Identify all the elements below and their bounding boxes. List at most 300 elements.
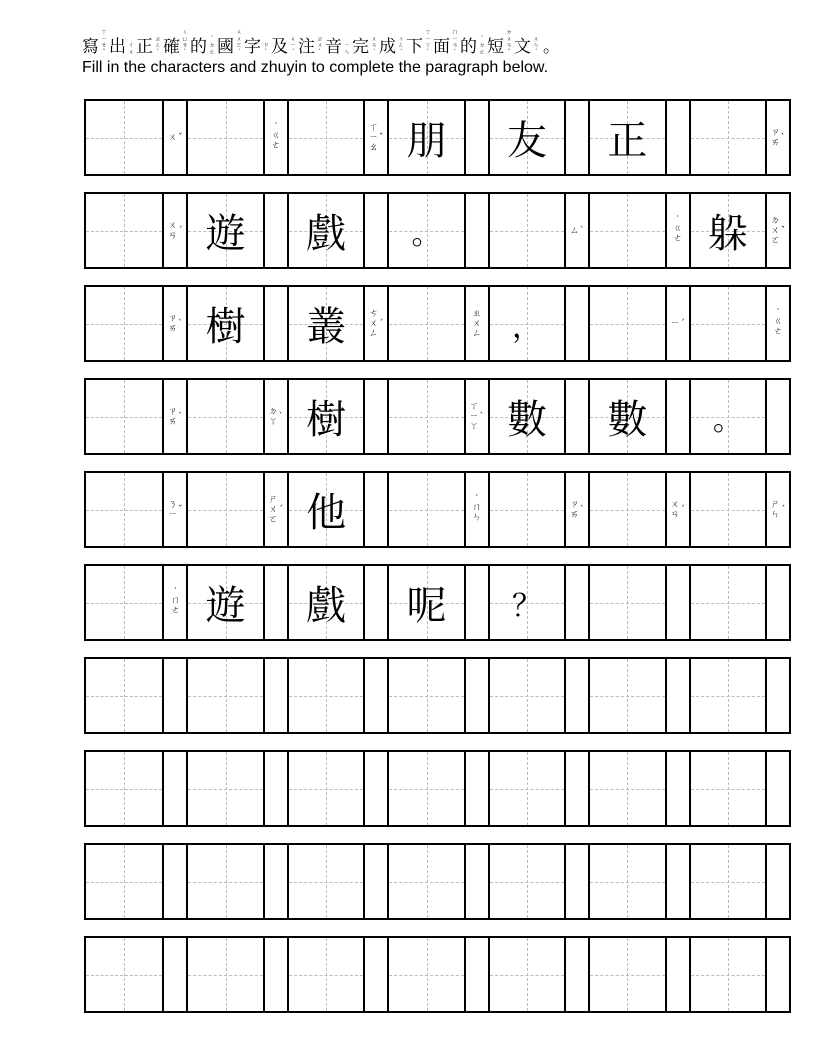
zhuyin-text: ㄨ ˇ <box>168 132 183 143</box>
zhuyin-box[interactable] <box>363 752 387 825</box>
writing-grid <box>84 99 791 1029</box>
cell-pair <box>387 101 487 174</box>
character-box[interactable] <box>490 752 564 825</box>
character-box[interactable] <box>691 101 765 174</box>
zhuyin-box[interactable] <box>765 752 789 825</box>
cell-pair <box>287 752 387 825</box>
zhuyin-box[interactable] <box>765 287 789 360</box>
cell-pair <box>689 473 789 546</box>
zhuyin-box[interactable] <box>665 566 689 639</box>
instruction-hanzi: 短 <box>487 37 504 57</box>
character-text <box>691 938 765 1011</box>
zhuyin-box[interactable] <box>665 473 689 546</box>
cell-pair <box>86 752 186 825</box>
character-text <box>590 194 664 267</box>
grid-row <box>84 657 791 734</box>
instruction-chinese <box>82 22 782 56</box>
zhuyin-box[interactable] <box>263 659 287 732</box>
character-text <box>188 473 262 546</box>
zhuyin-box[interactable] <box>162 287 186 360</box>
zhuyin-box[interactable] <box>665 380 689 453</box>
cell-pair <box>588 101 688 174</box>
character-text <box>188 752 262 825</box>
character-box[interactable] <box>389 938 463 1011</box>
character-box[interactable] <box>86 380 162 453</box>
character-box[interactable] <box>389 380 463 453</box>
cell-pair <box>287 566 387 639</box>
character-box[interactable] <box>389 473 463 546</box>
character-box[interactable] <box>691 752 765 825</box>
zhuyin-box[interactable] <box>564 845 588 918</box>
character-box[interactable] <box>490 659 564 732</box>
character-box[interactable] <box>490 473 564 546</box>
zhuyin-text: ㄒ ㄧ ㄚ ˋ <box>469 401 484 432</box>
cell-pair <box>387 194 487 267</box>
cell-pair <box>488 659 588 732</box>
instruction-english: Fill in the characters and zhuyin to complete the paragraph below. <box>82 59 549 76</box>
character-text: 躲 <box>707 211 748 257</box>
character-text <box>490 659 564 732</box>
zhuyin-box[interactable] <box>564 659 588 732</box>
character-box[interactable] <box>490 566 564 639</box>
character-box[interactable] <box>289 659 363 732</box>
zhuyin-text: ㄘ ㄨ ㄥ ˊ <box>369 308 384 339</box>
cell-pair <box>287 845 387 918</box>
cell-pair <box>186 194 286 267</box>
character-box[interactable] <box>86 473 162 546</box>
character-box[interactable] <box>289 752 363 825</box>
zhuyin-text: ㄗ ㄞ ˋ <box>168 406 183 427</box>
instruction-zhuyin: ㄍ ㄨ ㄛ ˊ <box>235 29 242 56</box>
zhuyin-box[interactable] <box>564 938 588 1011</box>
character-text <box>490 194 564 267</box>
character-text <box>289 752 363 825</box>
character-box[interactable] <box>188 101 262 174</box>
zhuyin-box[interactable] <box>363 380 387 453</box>
character-box[interactable] <box>389 659 463 732</box>
cell-pair <box>186 101 286 174</box>
cell-pair <box>588 287 688 360</box>
character-box[interactable] <box>389 194 463 267</box>
cell-pair <box>488 194 588 267</box>
character-text: 叢 <box>306 304 347 350</box>
cell-pair <box>588 659 688 732</box>
character-box[interactable] <box>188 287 262 360</box>
zhuyin-text: ㄙ ˋ <box>569 225 585 236</box>
instruction-ruby-char <box>82 30 109 56</box>
character-box[interactable] <box>590 938 664 1011</box>
instruction-hanzi: 字 <box>244 37 261 57</box>
cell-pair <box>488 752 588 825</box>
character-text: 數 <box>506 397 547 443</box>
grid-row <box>84 750 791 827</box>
instruction-hanzi: 下 <box>406 37 423 57</box>
instruction-hanzi: 國 <box>217 37 234 57</box>
punctuation-mark: ， <box>511 309 542 345</box>
cell-pair <box>689 938 789 1011</box>
character-box[interactable] <box>490 845 564 918</box>
zhuyin-text: ˙ ㄍ ㄜ <box>673 214 683 244</box>
character-box[interactable] <box>86 659 162 732</box>
instruction-zhuyin: ㄇ ㄧ ㄢ ˋ <box>451 29 458 56</box>
instruction-hanzi: 出 <box>109 37 126 57</box>
character-box[interactable] <box>86 938 162 1011</box>
cell-pair <box>86 938 186 1011</box>
cell-pair <box>588 752 688 825</box>
cell-pair <box>689 287 789 360</box>
cell-pair <box>387 566 487 639</box>
instruction-ruby-char <box>271 37 298 57</box>
character-text <box>490 845 564 918</box>
punctuation-mark: 。 <box>411 216 442 252</box>
character-box[interactable] <box>289 101 363 174</box>
instruction-zhuyin: ㄔ ㄨ <box>127 42 134 56</box>
character-box[interactable] <box>590 752 664 825</box>
instruction-ruby-char <box>217 30 244 56</box>
character-text <box>86 194 162 267</box>
instruction-ruby-char <box>109 39 136 56</box>
instruction-ruby-char <box>406 30 433 56</box>
cell-pair <box>488 287 588 360</box>
cell-pair <box>186 659 286 732</box>
character-box[interactable] <box>188 938 262 1011</box>
zhuyin-box[interactable] <box>162 473 186 546</box>
zhuyin-box[interactable] <box>564 101 588 174</box>
grid-row <box>84 285 791 362</box>
character-box[interactable] <box>188 566 262 639</box>
character-box[interactable] <box>590 380 664 453</box>
character-box[interactable] <box>86 752 162 825</box>
character-text <box>188 938 262 1011</box>
cell-pair <box>488 845 588 918</box>
zhuyin-box[interactable] <box>564 752 588 825</box>
cell-pair <box>186 473 286 546</box>
character-box[interactable] <box>490 287 564 360</box>
character-text <box>691 566 765 639</box>
cell-pair <box>86 845 186 918</box>
zhuyin-box[interactable] <box>765 380 789 453</box>
zhuyin-box[interactable] <box>162 938 186 1011</box>
character-box[interactable] <box>188 380 262 453</box>
zhuyin-box[interactable] <box>464 473 488 546</box>
zhuyin-box[interactable] <box>665 101 689 174</box>
zhuyin-text: ˙ ㄇ ㄣ <box>472 493 482 523</box>
zhuyin-box[interactable] <box>765 473 789 546</box>
character-text <box>86 752 162 825</box>
zhuyin-box[interactable] <box>162 101 186 174</box>
cell-pair <box>387 380 487 453</box>
cell-pair <box>387 752 487 825</box>
cell-pair <box>86 566 186 639</box>
zhuyin-box[interactable] <box>363 473 387 546</box>
character-box[interactable] <box>86 566 162 639</box>
zhuyin-box[interactable] <box>665 845 689 918</box>
character-text <box>289 845 363 918</box>
character-box[interactable] <box>590 194 664 267</box>
character-text <box>590 287 664 360</box>
character-box[interactable] <box>188 659 262 732</box>
character-box[interactable] <box>289 566 363 639</box>
character-box[interactable] <box>188 473 262 546</box>
zhuyin-text: ㄨ ㄢ ˊ <box>168 220 183 241</box>
zhuyin-box[interactable] <box>363 287 387 360</box>
character-text <box>590 566 664 639</box>
character-text <box>86 380 162 453</box>
character-box[interactable] <box>590 101 664 174</box>
character-text <box>389 752 463 825</box>
character-text <box>490 473 564 546</box>
character-box[interactable] <box>490 194 564 267</box>
instruction-zhuyin: ㄉ ㄨ ㄢ ˇ <box>505 29 512 56</box>
zhuyin-box[interactable] <box>363 659 387 732</box>
zhuyin-box[interactable] <box>665 938 689 1011</box>
zhuyin-box[interactable] <box>263 938 287 1011</box>
cell-pair <box>488 473 588 546</box>
cell-pair <box>86 473 186 546</box>
zhuyin-box[interactable] <box>464 101 488 174</box>
zhuyin-box[interactable] <box>665 752 689 825</box>
instruction-zhuyin: ㄧ ㄣ <box>343 42 350 56</box>
cell-pair <box>588 194 688 267</box>
instruction-hanzi: 完 <box>352 37 369 57</box>
zhuyin-text: ㄓ ㄨ ㄥ <box>472 308 482 339</box>
cell-pair <box>287 938 387 1011</box>
character-text <box>86 473 162 546</box>
zhuyin-box[interactable] <box>263 194 287 267</box>
cell-pair <box>387 659 487 732</box>
character-box[interactable] <box>389 287 463 360</box>
instruction-zhuyin: ˙ ㄉ ㄜ <box>208 35 215 56</box>
zhuyin-box[interactable] <box>665 194 689 267</box>
zhuyin-box[interactable] <box>464 845 488 918</box>
character-text: 樹 <box>205 304 246 350</box>
cell-pair <box>186 287 286 360</box>
zhuyin-box[interactable] <box>564 287 588 360</box>
character-box[interactable] <box>691 566 765 639</box>
zhuyin-box[interactable] <box>464 380 488 453</box>
zhuyin-box[interactable] <box>765 659 789 732</box>
instruction-hanzi: 正 <box>136 37 153 57</box>
instruction-ruby-char <box>487 30 514 56</box>
instruction-ruby-char <box>460 37 487 56</box>
zhuyin-box[interactable] <box>464 752 488 825</box>
zhuyin-box[interactable] <box>765 845 789 918</box>
zhuyin-text: ㄧ ˊ <box>670 318 685 329</box>
zhuyin-box[interactable] <box>263 101 287 174</box>
zhuyin-text: ㄕ ㄣ ˊ <box>770 499 786 520</box>
character-box[interactable] <box>86 845 162 918</box>
zhuyin-box[interactable] <box>363 845 387 918</box>
zhuyin-box[interactable] <box>263 473 287 546</box>
zhuyin-box[interactable] <box>765 194 789 267</box>
zhuyin-box[interactable] <box>162 752 186 825</box>
instruction-period: 。 <box>543 37 560 57</box>
zhuyin-box[interactable] <box>564 473 588 546</box>
zhuyin-box[interactable] <box>564 194 588 267</box>
zhuyin-box[interactable] <box>363 194 387 267</box>
zhuyin-text: ㄒ ㄧ ㄠ ˇ <box>369 122 384 153</box>
character-text <box>188 845 262 918</box>
character-text <box>389 380 463 453</box>
cell-pair <box>488 101 588 174</box>
character-box[interactable] <box>389 845 463 918</box>
instruction-zhuyin: ˙ ㄉ ㄜ <box>478 35 485 56</box>
zhuyin-box[interactable] <box>464 938 488 1011</box>
zhuyin-text: ㄗ ㄞ ˋ <box>770 127 786 148</box>
cell-pair <box>287 194 387 267</box>
instruction-zhuyin: ㄓ ㄥ ˋ <box>154 35 161 56</box>
zhuyin-text: ㄗ ㄞ ˋ <box>168 313 183 334</box>
character-box[interactable] <box>188 752 262 825</box>
character-box[interactable] <box>86 101 162 174</box>
zhuyin-box[interactable] <box>162 194 186 267</box>
character-box[interactable] <box>86 287 162 360</box>
character-box[interactable] <box>289 194 363 267</box>
character-box[interactable] <box>691 287 765 360</box>
cell-pair <box>588 845 688 918</box>
character-box[interactable] <box>490 380 564 453</box>
cell-pair <box>689 380 789 453</box>
instruction-zhuyin: ㄨ ㄢ ˊ <box>370 35 377 56</box>
instruction-ruby-char <box>190 37 217 56</box>
zhuyin-text: ˙ ㄍ ㄜ <box>271 121 281 151</box>
character-box[interactable] <box>490 938 564 1011</box>
instruction-hanzi: 寫 <box>82 37 99 57</box>
character-box[interactable] <box>590 566 664 639</box>
cell-pair <box>588 938 688 1011</box>
character-text <box>389 938 463 1011</box>
cell-pair <box>488 938 588 1011</box>
character-text: 正 <box>607 118 648 164</box>
zhuyin-text: ㄉ ㄚ ˋ <box>268 406 284 427</box>
character-box[interactable] <box>691 194 765 267</box>
character-box[interactable] <box>289 845 363 918</box>
grid-row <box>84 843 791 920</box>
character-text <box>691 101 765 174</box>
grid-row <box>84 471 791 548</box>
instruction-ruby-char <box>163 30 190 56</box>
zhuyin-box[interactable] <box>765 566 789 639</box>
cell-pair <box>588 566 688 639</box>
zhuyin-box[interactable] <box>162 845 186 918</box>
cell-pair <box>689 752 789 825</box>
character-text <box>188 659 262 732</box>
character-box[interactable] <box>389 101 463 174</box>
cell-pair <box>86 287 186 360</box>
character-box[interactable] <box>590 473 664 546</box>
cell-pair <box>387 938 487 1011</box>
character-text <box>188 101 262 174</box>
character-text <box>86 101 162 174</box>
grid-row <box>84 564 791 641</box>
cell-pair <box>689 845 789 918</box>
character-box[interactable] <box>691 659 765 732</box>
zhuyin-box[interactable] <box>162 659 186 732</box>
cell-pair <box>86 380 186 453</box>
character-box[interactable] <box>490 101 564 174</box>
character-box[interactable] <box>691 473 765 546</box>
zhuyin-box[interactable] <box>162 380 186 453</box>
grid-row <box>84 936 791 1013</box>
character-text <box>691 473 765 546</box>
zhuyin-text: ㄨ ㄢ ˊ <box>670 499 685 520</box>
instruction-hanzi: 確 <box>163 37 180 57</box>
instruction-ruby-char <box>514 37 541 57</box>
grid-row <box>84 99 791 176</box>
character-text: 他 <box>306 490 347 536</box>
character-box[interactable] <box>590 659 664 732</box>
zhuyin-box[interactable] <box>665 659 689 732</box>
instruction-zhuyin: ㄔ ㄥ ˊ <box>397 35 404 56</box>
zhuyin-box[interactable] <box>263 752 287 825</box>
zhuyin-box[interactable] <box>665 287 689 360</box>
instruction-ruby-char <box>244 39 271 56</box>
instruction-ruby-char <box>352 37 379 57</box>
character-box[interactable] <box>590 287 664 360</box>
zhuyin-box[interactable] <box>564 380 588 453</box>
zhuyin-box[interactable] <box>263 287 287 360</box>
character-box[interactable] <box>188 845 262 918</box>
cell-pair <box>86 659 186 732</box>
character-box[interactable] <box>691 845 765 918</box>
zhuyin-box[interactable] <box>464 659 488 732</box>
character-text <box>289 659 363 732</box>
instruction-hanzi: 的 <box>460 37 477 57</box>
zhuyin-box[interactable] <box>162 566 186 639</box>
grid-row <box>84 378 791 455</box>
cell-pair <box>287 101 387 174</box>
character-box[interactable] <box>86 194 162 267</box>
instruction-zhuyin: ㄒ ㄧ ㄝ ˇ <box>100 29 107 56</box>
zhuyin-box[interactable] <box>464 566 488 639</box>
cell-pair <box>287 473 387 546</box>
zhuyin-box[interactable] <box>363 938 387 1011</box>
character-box[interactable] <box>289 938 363 1011</box>
zhuyin-box[interactable] <box>765 938 789 1011</box>
character-box[interactable] <box>188 194 262 267</box>
zhuyin-box[interactable] <box>263 566 287 639</box>
character-box[interactable] <box>590 845 664 918</box>
character-text <box>289 101 363 174</box>
zhuyin-box[interactable] <box>363 101 387 174</box>
zhuyin-box[interactable] <box>765 101 789 174</box>
character-box[interactable] <box>389 752 463 825</box>
cell-pair <box>588 473 688 546</box>
cell-pair <box>689 659 789 732</box>
character-text: 戲 <box>306 211 347 257</box>
zhuyin-box[interactable] <box>263 380 287 453</box>
cell-pair <box>86 101 186 174</box>
character-box[interactable] <box>691 380 765 453</box>
zhuyin-box[interactable] <box>363 566 387 639</box>
zhuyin-box[interactable] <box>263 845 287 918</box>
zhuyin-text: ㄕ ㄨ ㄛ ˊ <box>268 494 284 525</box>
zhuyin-box[interactable] <box>564 566 588 639</box>
character-box[interactable] <box>289 380 363 453</box>
character-box[interactable] <box>389 566 463 639</box>
character-box[interactable] <box>691 938 765 1011</box>
zhuyin-box[interactable] <box>464 287 488 360</box>
character-box[interactable] <box>289 473 363 546</box>
instruction-zhuyin: ㄨ ㄣ ˊ <box>532 35 539 56</box>
character-box[interactable] <box>289 287 363 360</box>
character-text <box>86 938 162 1011</box>
punctuation-mark: 。 <box>712 402 743 438</box>
instruction-zhuyin: ㄓ ㄨ ˋ <box>316 35 323 56</box>
instructions <box>82 22 782 77</box>
zhuyin-box[interactable] <box>464 194 488 267</box>
instruction-zhuyin: ㄒ ㄧ ㄚ ˋ <box>424 29 431 56</box>
